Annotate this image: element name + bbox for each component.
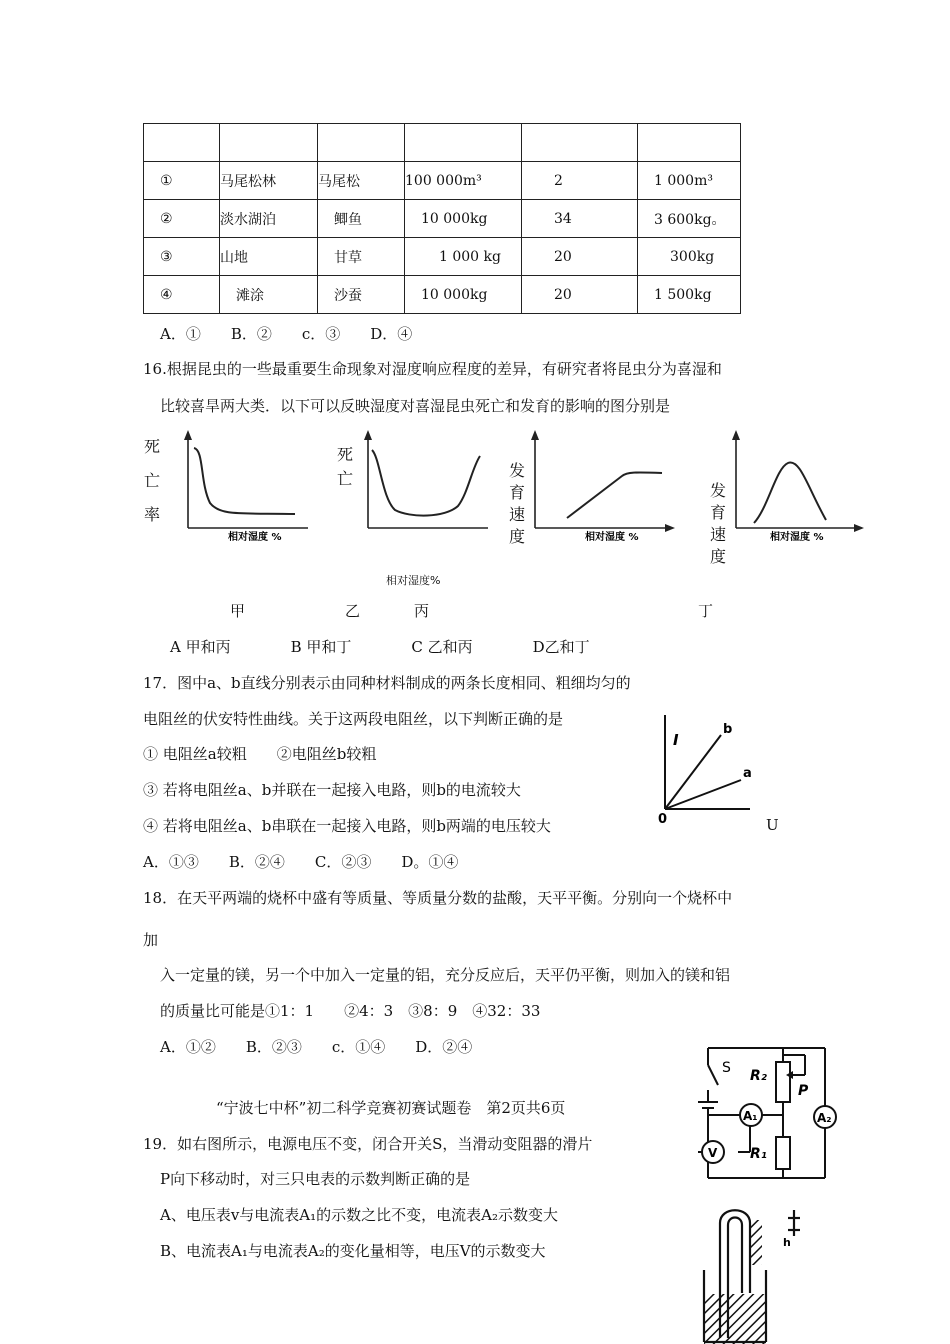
table-cell: 1 000m³ — [638, 162, 741, 200]
graph2-xlabel: 相对湿度% — [386, 574, 441, 587]
q19-line2: P向下移动时，对三只电表的示数判断正确的是 — [160, 1170, 471, 1188]
liquid-container — [704, 1294, 766, 1344]
r2-label: R₂ — [750, 1068, 767, 1084]
q18-line3: 入一定量的镁，另一个中加入一定量的铝，充分反应后，天平仍平衡，则加入的镁和铝 — [160, 966, 731, 984]
table-cell: 鲫鱼 — [318, 200, 405, 238]
iu-graph — [655, 705, 790, 830]
q15-options: A．① B．② c．③ D．④ — [160, 325, 413, 343]
q16-line1: 16.根据昆虫的一些最重要生命现象对湿度响应程度的差异，有研究者将昆虫分为喜湿和 — [143, 360, 722, 378]
table-cell: 300kg — [638, 238, 741, 276]
table-cell: 山地 — [220, 238, 318, 276]
circuit-diagram — [690, 1040, 850, 1190]
table-cell: 20 — [522, 276, 638, 314]
tube-liquid — [750, 1220, 762, 1265]
label-bing: 丙 — [414, 602, 430, 620]
table-cell: 滩涂 — [220, 276, 318, 314]
table-row — [144, 238, 741, 276]
table-cell: 沙蚕 — [318, 276, 405, 314]
table-row — [144, 200, 741, 238]
table-cell: 10 000kg — [405, 276, 522, 314]
graph3-ylabel: 发育速度 — [508, 461, 525, 546]
graph2-ylabel: 死亡 — [336, 445, 353, 488]
page-footer: “宁波七中杯”初二科学竞赛初赛试题卷 第2页共6页 — [216, 1099, 566, 1117]
q17-opt3: ③ 若将电阻丝a、b并联在一起接入电路，则b的电流较大 — [143, 781, 521, 799]
table-cell: ① — [144, 162, 220, 200]
table-cell: 甘草 — [318, 238, 405, 276]
table-cell: 马尾松林 — [220, 162, 318, 200]
q18-line4: 的质量比可能是①1：1 ②4：3 ③8：9 ④32：33 — [160, 1002, 541, 1020]
resistor-r2 — [776, 1062, 790, 1102]
graph1-ylabel: 死亡率 — [143, 437, 160, 524]
graph-bing — [527, 428, 677, 543]
v-label: V — [708, 1146, 718, 1160]
q16-line2: 比较喜旱两大类．以下可以反映湿度对喜湿昆虫死亡和发育的影响的图分别是 — [160, 397, 671, 415]
table-cell: 马尾松 — [318, 162, 405, 200]
table-cell: 34 — [522, 200, 638, 238]
label-yi: 乙 — [345, 602, 361, 620]
q19-line1: 19．如右图所示，电源电压不变，闭合开关S，当滑动变阻器的滑片 — [143, 1135, 593, 1153]
table-cell: 100 000m³ — [405, 162, 522, 200]
q19-optB: B、电流表A₁与电流表A₂的变化量相等，电压V的示数变大 — [160, 1242, 546, 1260]
table-row — [144, 162, 741, 200]
table-header-row — [144, 124, 741, 162]
q17-opt4: ④ 若将电阻丝a、b串联在一起接入电路，则b两端的电压较大 — [143, 817, 551, 835]
q17-opt1: ① 电阻丝a较粗 ②电阻丝b较粗 — [143, 745, 377, 763]
table-cell: 1 000 kg — [405, 238, 522, 276]
graph4-ylabel: 发育速度 — [709, 481, 726, 566]
graph4-xlabel: 相对湿度 % — [770, 532, 824, 543]
graph1-xlabel: 相对湿度 % — [228, 532, 282, 543]
q17-line2: 电阻丝的伏安特性曲线。关于这两段电阻丝，以下判断正确的是 — [143, 710, 564, 728]
slider-label: P — [798, 1083, 809, 1099]
table-cell: ② — [144, 200, 220, 238]
table-row — [144, 276, 741, 314]
a2-label: A₂ — [817, 1111, 832, 1125]
table-cell: ④ — [144, 276, 220, 314]
graph-ding — [728, 428, 868, 543]
iu-graph-origin: 0 — [658, 812, 668, 827]
graph3-xlabel: 相对湿度 % — [585, 532, 639, 543]
table-cell: ③ — [144, 238, 220, 276]
table-cell: 淡水湖泊 — [220, 200, 318, 238]
line-a-label: a — [743, 766, 752, 781]
graph-jia — [180, 428, 315, 543]
q18-line2: 加 — [143, 931, 159, 949]
label-ding: 丁 — [698, 602, 714, 620]
r1-label: R₁ — [750, 1146, 767, 1162]
q18-options: A．①② B．②③ c．①④ D．②④ — [160, 1038, 473, 1056]
table-cell: 1 500kg — [638, 276, 741, 314]
q19-optA: A、电压表v与电流表A₁的示数之比不变，电流表A₂示数变大 — [160, 1206, 559, 1224]
q17-options: A．①③ B．②④ C．②③ D。①④ — [143, 853, 459, 871]
label-jia: 甲 — [230, 602, 246, 620]
q16-options: A 甲和丙 B 甲和丁 C 乙和丙 D乙和丁 — [170, 638, 590, 656]
table-cell: 20 — [522, 238, 638, 276]
switch-blade — [708, 1065, 718, 1085]
u-tube-diagram — [700, 1198, 810, 1344]
iu-graph-x-label: U — [766, 816, 779, 834]
resistor-r1 — [776, 1137, 790, 1169]
table-cell: 3 600kg。 — [638, 200, 741, 238]
graph-yi — [360, 428, 495, 538]
ecosystem-table — [143, 123, 741, 314]
switch-label: S — [722, 1060, 731, 1076]
h-label: h — [783, 1236, 791, 1249]
a1-label: A₁ — [743, 1109, 758, 1123]
iu-graph-y-label: I — [673, 731, 679, 749]
table-cell: 10 000kg — [405, 200, 522, 238]
table-cell: 2 — [522, 162, 638, 200]
q17-line1: 17．图中a、b直线分别表示由同种材料制成的两条长度相同、粗细均匀的 — [143, 674, 631, 692]
q18-line1: 18．在天平两端的烧杯中盛有等质量、等质量分数的盐酸，天平平衡。分别向一个烧杯中 — [143, 889, 733, 907]
line-b-label: b — [723, 722, 733, 737]
